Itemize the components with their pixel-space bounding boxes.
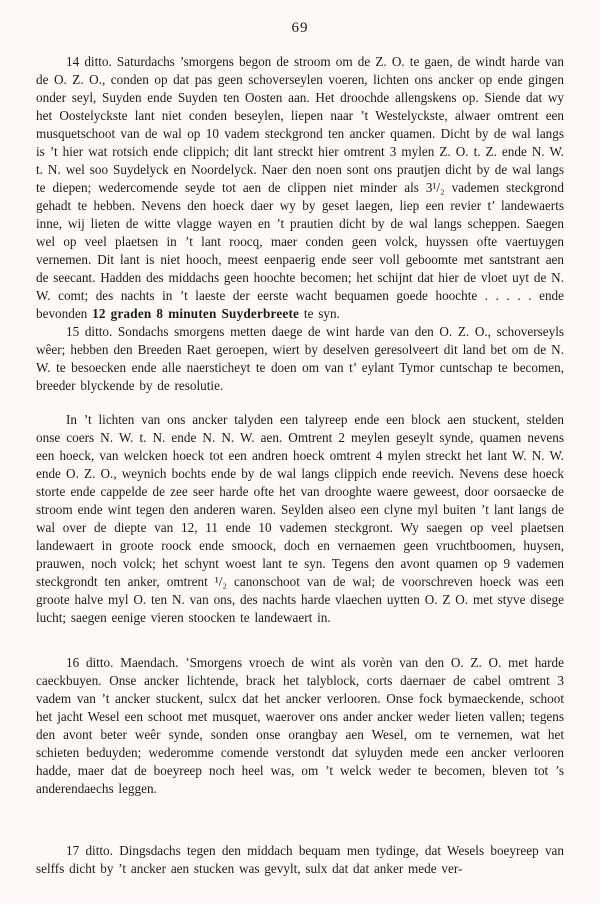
paragraph-text: te syn. [299, 306, 340, 321]
paragraph-text: 15 ditto. Sondachs smorgens metten daege de wint harde van den O. Z. O., schoverseyls wêer; hebben den Breeden Raet geroepen, wiert by deselven geresolveert dit land bet om de N. W. te besoecken ende alle naersticheyt te doen om van t’ eylant Tymor cuntschap te becomen, breeder blyckende by de resolutie. [36, 324, 564, 393]
paragraph-text: 17 ditto. Dingsdachs tegen den middach bequam men tydinge, dat Wesels boeyreep van selffs dicht by ’t ancker aen stucken was gevylt, sulx dat dat anker mede ver- [36, 843, 564, 876]
journal-entry-16 [36, 654, 564, 798]
paragraph-text: 14 ditto. Saturdachs ’smorgens begon de stroom om de Z. O. te gaen, de windt harde van de O. Z. O., conden op dat pas geen schoverseylen voeren, lichten ons ancker op ende gingen onder seyl, Suyden ende Suyden ten Oosten aan. Het droochde allengskens op. Siende dat wy het Oostelyckste lant niet conden beseylen, liepen naar ’t Westelyckste, alwaer omtrent een musquetschoot van de wal op 10 vadem steckgrond ten ancker quamen. Dicht by de wal langs is ’t hier wat rotsich ende clippich; dit lant streckt hier omtrent 3 mylen Z. O. t. Z. ende N. W. t. N. wel soo Suydelyck en Noordelyck. Naer den noen sont ons prautjen dicht by de wal langs te diepen; wedercomende seyde tot aen de clippen niet minder als 3¹/₂ vademen steckgrond gehadt te hebben. Nevens den hoeck daer wy by geset laegen, liep een revier t’ landewaerts inne, wij lieten de witte vlagge wayen en ’t prautien dicht by de wal langs scheppen. Saegen wel op veel plaetsen in ’t lant roocq, maer conden geen volck, huyssen ofte vaertuygen vernemen. Dit lant is niet hooch, meest eenpaerig ende seer voll geboomte met santstrant aen de seecant. Hadden des middachs geen hoochte becomen; het schijnt dat hier de vloet uyt de N. W. comt; des nachts in ’t laeste der eerste wacht bequamen goede hoochte . . . . . ende bevonden [36, 54, 564, 321]
journal-entry-anchor-lifting [36, 411, 564, 627]
page-body [36, 53, 564, 878]
page-number: 69 [291, 20, 309, 36]
journal-entry-14 [36, 53, 564, 323]
paragraph-text: In ’t lichten van ons ancker talyden een talyreep ende een block aen stuckent, stelden onse coers N. W. t. N. ende N. N. W. aen. Omtrent 2 meylen geseylt synde, quamen nevens een hoeck, van welcken hoeck tot een andren hoeck omtrent 4 mylen streckt het lant W. N. W. ende O. Z. O., weynich bochts ende by de wal langs clippich ende reevich. Nevens dese hoeck storte ende cappelde de zee seer harde ofte het van drooghte waere geweest, door oorsaecke de stroom ende wint tegen den anderen waren. Seylden alseo een clyne myl buiten ’t lant langs de wal over de diepte van 12, 11 ende 10 vademen steckgront. Wy saegen op veel plaetsen landewaert in groote roock ende smoock, doch en vernaemen geen vruchtboomen, huysen, prauwen, noch volck; het schynt woest lant te syn. Tegens den avont quamen op 9 vademen steckgrondt ten anker, omtrent ¹/₂ canonschoot van de wal; de voorschreven hoeck was een groote halve myl O. ten N. van ons, des nachts harde vlaechen uytten O. Z O. met styve disege lucht; saegen eenige vieren stoocken te landewaert in. [36, 412, 564, 625]
latitude-reading-bold: 12 graden 8 minuten Suyderbreete [92, 306, 300, 321]
paragraph-text: 16 ditto. Maendach. ’Smorgens vroech de wint als vorèn van den O. Z. O. met harde caeckbuyen. Onse ancker lichtende, brack het talyblock, corts daernaer de cabel omtrent 3 vadem van ’t ancker stuckent, sulcx dat het ancker verlooren. Onse fock bymaeckende, schoot het jacht Wesel een schoot met musquet, waerover ons ander ancker weder lieten vallen; tegens den avont beter weêr synde, sonden onse orangbay aen Wesel, om te vernemen, wat het schieten beduyden; wederomme comende verstondt dat syluyden mede een ancker verlooren hadde, maer dat de boeyreep noch heel was, om ’t welck weder te becomen, bleven tot ’s anderendaechs leggen. [36, 655, 564, 796]
journal-entry-15 [36, 323, 564, 395]
journal-entry-17 [36, 842, 564, 878]
